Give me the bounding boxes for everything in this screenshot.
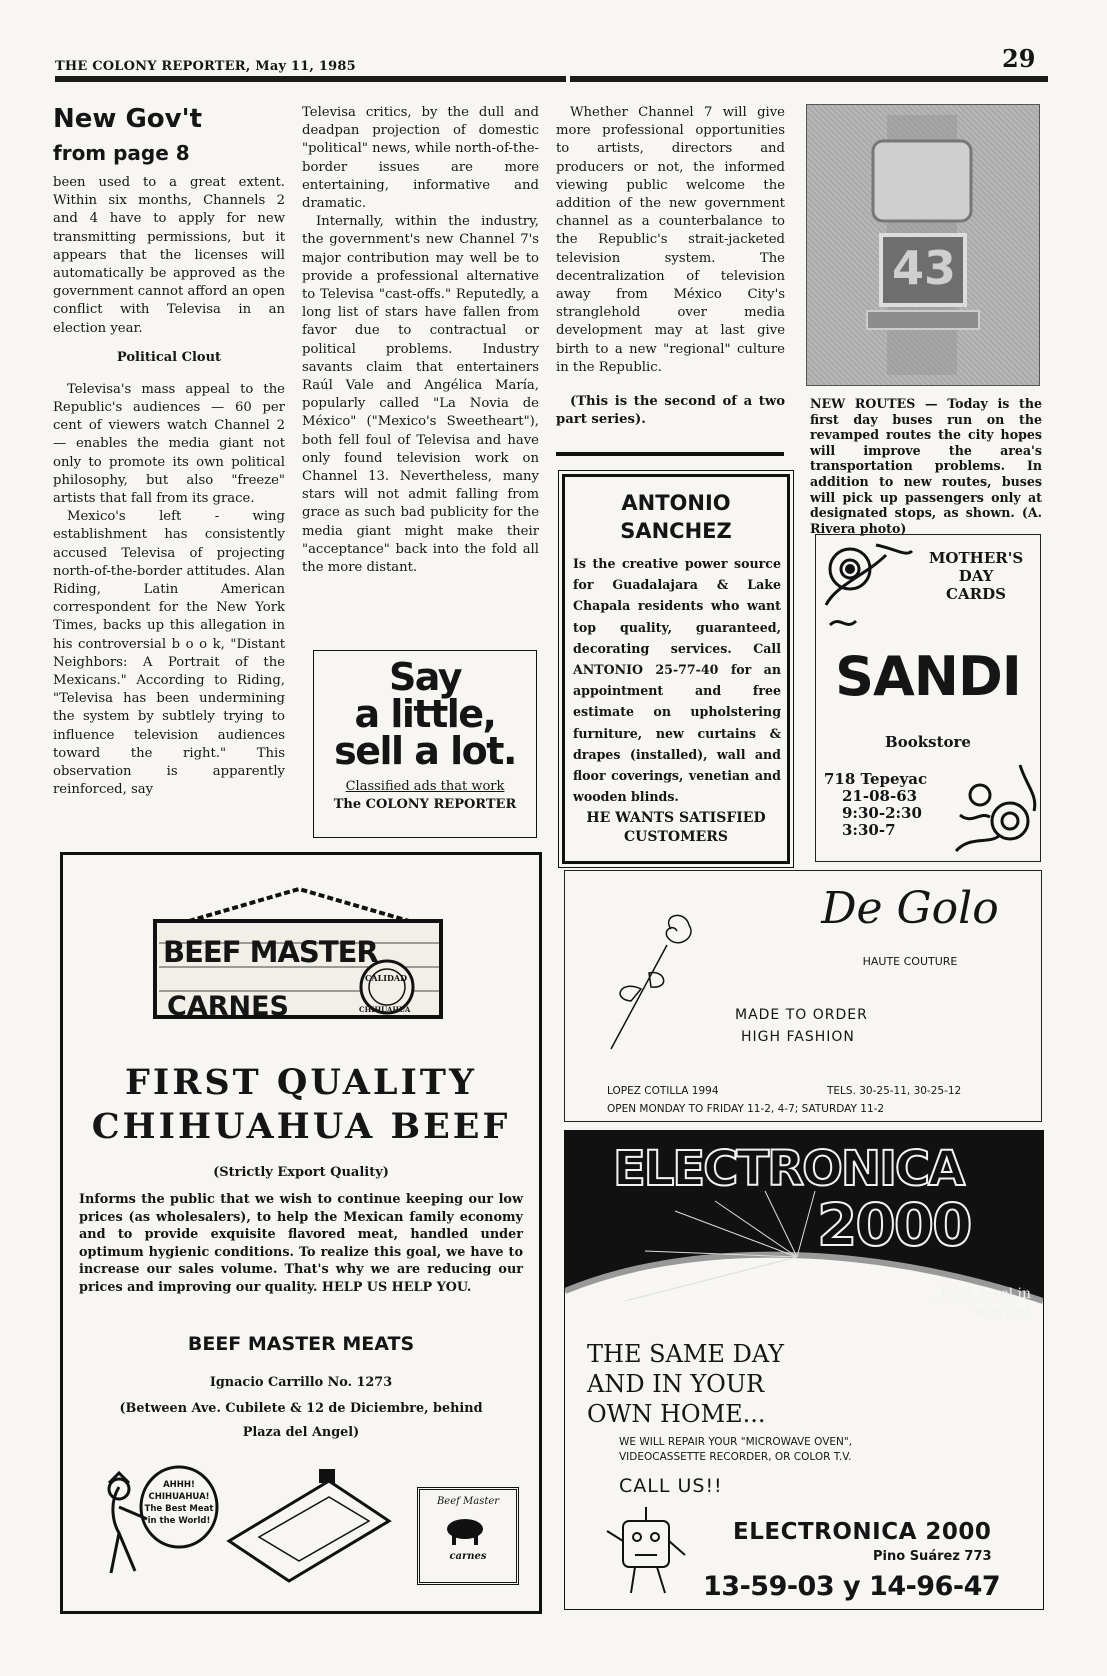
beef-master-ad xyxy=(60,852,542,1614)
robot-mascot-icon xyxy=(601,1501,691,1605)
de-golo-ad xyxy=(564,870,1042,1122)
bull-icon xyxy=(420,1507,510,1547)
photo-caption: NEW ROUTES — Today is the first day buses run on the revamped routes the city hopes will improve the area's transportation problems. In addition to new routes, buses will pick up passengers only at designated stops, as shown. (A. Rivera photo) xyxy=(810,396,1042,536)
floral-ornament-icon xyxy=(816,535,916,645)
antonio-body: Is the creative power source for Guadalajara & Lake Chapala residents who want top quality, guaranteed, decorating services. Call ANTONIO 25-77-40 for an appointment and free estimate on upholstering furniture, new curtains & drapes (installed), wall and floor coverings, venetian and wooden blinds. xyxy=(573,556,781,805)
sandi-type: Bookstore xyxy=(885,733,971,751)
column-rule xyxy=(556,452,784,456)
electronica-call: CALL US!! xyxy=(619,1475,723,1497)
beef-address: Ignacio Carrillo No. 1273 xyxy=(209,1375,393,1390)
sandi-bookstore-ad xyxy=(815,534,1041,862)
page-number: 29 xyxy=(1002,44,1036,73)
beef-headline: FIRST QUALITY CHIHUAHUA BEEF xyxy=(91,1062,511,1147)
de-golo-tels: TELS. 30-25-11, 30-25-12 xyxy=(827,1085,962,1097)
beef-seal-bottom: CHIHUAHUA xyxy=(359,1005,411,1014)
subheading: Political Clout xyxy=(116,349,222,365)
de-golo-brand: De Golo xyxy=(821,883,999,934)
electronica-title1: ELECTRONICA xyxy=(613,1141,964,1197)
beef-logo-script: Beef Master xyxy=(436,1496,500,1507)
beef-body: Informs the public that we wish to continue keeping our low prices (as wholesalers), to help the Mexican family economy and to provide exquisite flavored meat, handled under optimum hygienic conditions. To realize this goal, we have to increase our sales volume. That's why we are reducing our prices and improving our quality. HELP US HELP YOU. xyxy=(79,1192,523,1295)
de-golo-address: LOPEZ COTILLA 1994 xyxy=(607,1085,719,1097)
article-column-2 xyxy=(302,104,539,577)
classified-tagline: Classified ads that work xyxy=(345,779,505,794)
electronica-title2: 2000 xyxy=(817,1191,971,1259)
electronica-2000-ad xyxy=(564,1130,1044,1610)
paragraph: Televisa's mass appeal to the Republic's audiences — 60 per cent of viewers watch Channel 2 — enables the media giant not only to promote its own political philosophy, but also "freeze" artists that fall from its grace. xyxy=(53,381,285,507)
bus-stop-photo xyxy=(806,104,1040,386)
classified-paper: The COLONY REPORTER xyxy=(333,797,517,812)
beef-bubble: AHHH! CHIHUAHUA! The Best Meat in the World! xyxy=(144,1480,214,1526)
beef-seal-top: CALIDAD xyxy=(365,973,408,983)
paragraph: Whether Channel 7 will give more professional opportunities to artists, directors and producers or not, the informed viewing public welcome the addition of the new government channel as a counterbalance to the Republic's strait-jacketed television system. The decentralization of television away from México City's stranglehold over media development may at last give birth to a new "regional" culture in the Republic. xyxy=(556,105,785,375)
paragraph: Mexico's left - wing establishment has consistently accused Televisa of projecting north-of-the-border attitudes. Alan Riding, Latin American correspondent for the New York Times, backs up this allegation in his controversial b o o k, "Distant Neighbors: A Portrait of the Mexicans." According to Riding, "Televisa has been undermining the system by subtlely trying to influence television audiences toward the right." This observation is apparently reinforced, say xyxy=(53,509,285,798)
sandi-header: MOTHER'S DAY CARDS xyxy=(928,549,1024,603)
classified-slogan: Say a little, sell a lot. xyxy=(334,655,516,773)
de-golo-line1: MADE TO ORDER xyxy=(735,1007,868,1023)
electronica-brand: ELECTRONICA 2000 xyxy=(733,1519,992,1545)
de-golo-subtitle: HAUTE COUTURE xyxy=(862,955,958,968)
beef-company: BEEF MASTER MEATS xyxy=(187,1333,415,1355)
masthead: THE COLONY REPORTER, May 11, 1985 xyxy=(55,59,356,74)
paragraph: been used to a great extent. Within six months, Channels 2 and 4 have to apply for new transmitting permissions, but it appears that the licenses will automatically be approved as the government cannot afford an open conflict with Televisa in an election year. xyxy=(53,175,285,336)
paragraph: Internally, within the industry, the government's new Channel 7's major contribution may well be to provide a professional alternative to Televisa "cast-offs." Reputedly, a long list of stars have fallen from favor due to contractual or political problems. Industry savants claim that entertainers Raúl Vale and Angélica María, popularly called "La Novia de México" ("Mexico's Sweetheart"), both fell foul of Televisa and have only found television work on Channel 13. Nevertheless, many stars will not admit falling from grace as such bad publicity for the media giant might make their "acceptance" back into the fold all the more distant. xyxy=(302,214,539,576)
article-column-3 xyxy=(556,104,785,429)
electronica-phones: 13-59-03 y 14-96-47 xyxy=(703,1571,1001,1602)
de-golo-hours: OPEN MONDAY TO FRIDAY 11-2, 4-7; SATURDAY 11-2 xyxy=(607,1103,885,1115)
headline: New Gov't xyxy=(53,104,203,134)
header-rule xyxy=(55,76,1048,82)
sandi-details: 718 Tepeyac 21-08-63 9:30-2:30 3:30-7 xyxy=(824,770,928,839)
beef-between: (Between Ave. Cubilete & 12 de Diciembre, behind xyxy=(119,1401,483,1416)
antonio-footer: HE WANTS SATISFIED CUSTOMERS xyxy=(586,810,766,846)
electronica-address: Pino Suárez 773 xyxy=(873,1549,992,1564)
beef-strictly: (Strictly Export Quality) xyxy=(213,1165,389,1180)
antonio-sanchez-ad xyxy=(562,474,790,864)
floral-ornament-icon xyxy=(950,755,1040,859)
de-golo-line2: HIGH FASHION xyxy=(741,1029,855,1045)
classified-ad xyxy=(313,650,537,838)
route-number: 43 xyxy=(891,241,956,295)
beef-sign-line1: BEEF MASTER xyxy=(163,935,378,969)
beef-logo-word: carnes xyxy=(449,1551,487,1562)
electronica-repair: WE WILL REPAIR YOUR "MICROWAVE OVEN", VIDEOCASSETTE RECORDER, OR COLOR T.V. xyxy=(619,1436,853,1463)
beef-plaza: Plaza del Angel) xyxy=(242,1425,360,1440)
electronica-same-day: THE SAME DAY AND IN YOUR OWN HOME... xyxy=(587,1340,785,1428)
jump-line: from page 8 xyxy=(53,141,190,165)
electronica-slogan: ...High level in service! xyxy=(927,1286,1031,1320)
beef-sign-line2: CARNES xyxy=(167,991,289,1022)
article-column-1 xyxy=(53,104,285,800)
paragraph: Televisa critics, by the dull and deadpan projection of domestic "political" news, while north-of-the-border issues are more entertaining, informative and dramatic. xyxy=(302,105,539,212)
beef-logo-box xyxy=(417,1487,519,1585)
sandi-brand: SANDI xyxy=(835,645,1021,708)
series-note: (This is the second of a two part series). xyxy=(556,394,785,428)
location-map-icon xyxy=(219,1461,399,1585)
rose-icon xyxy=(601,909,701,1059)
antonio-name: ANTONIO SANCHEZ xyxy=(620,491,732,543)
